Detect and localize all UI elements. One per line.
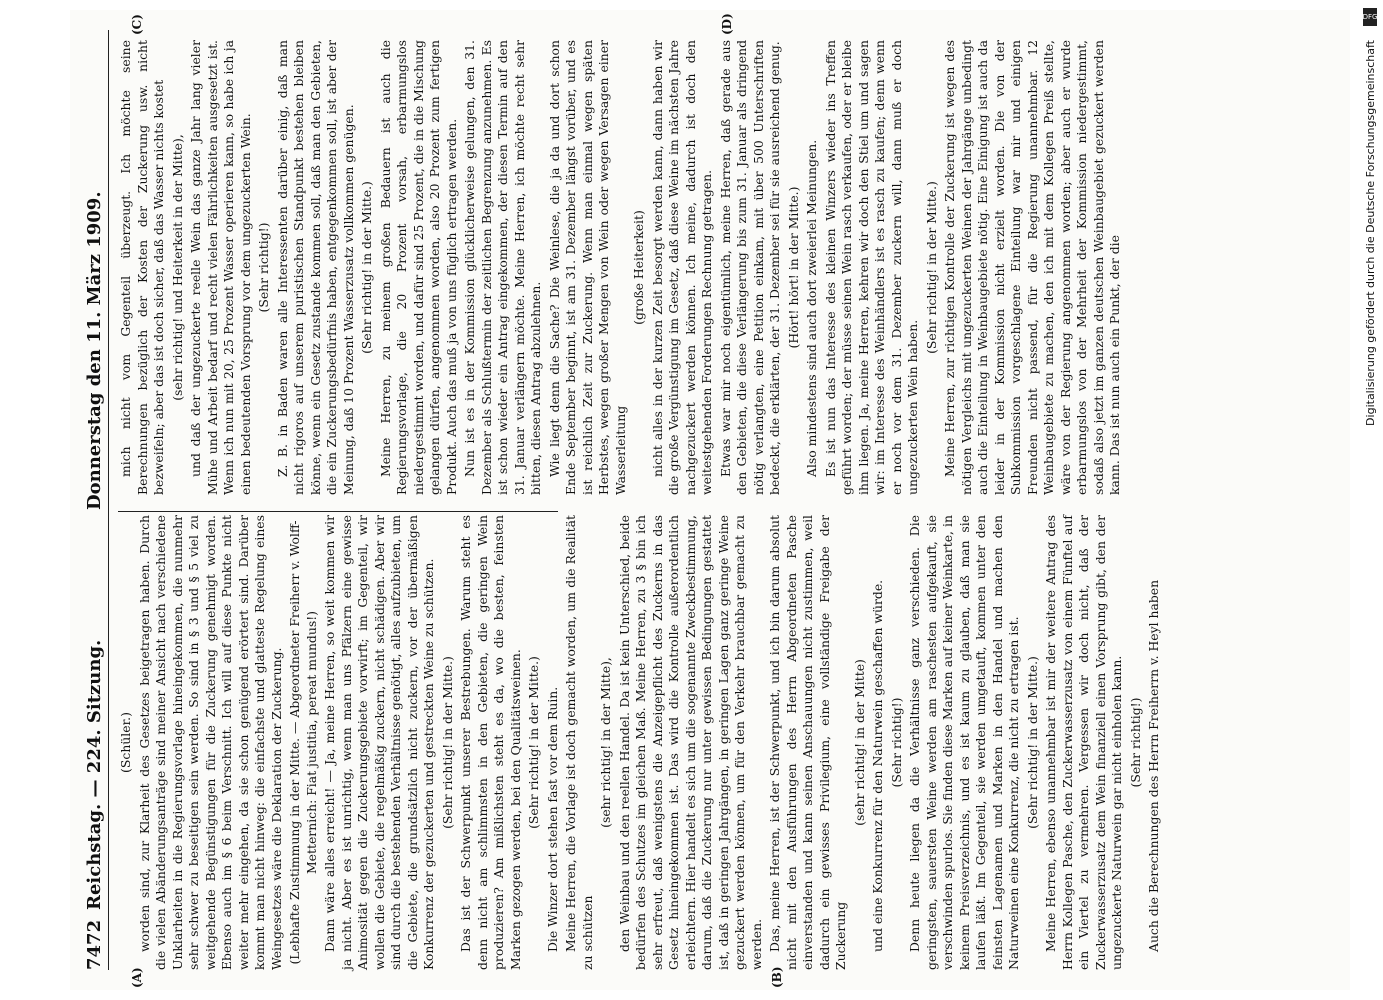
paragraph: Meine Herren, zu meinem großen Bedauern ist auch die Regierungsvorlage, die 20 Prozent vorsah, erbarmungslos niedergestimmt worden, und dafür sind 25 Prozent, die in die Mischung gelangen dürfen, angenommen worden, also 20 Prozent zum fertigen Produkt. Auch das muß ja von uns füglich ertragen werden.	[377, 40, 459, 495]
paragraph: Z. B. in Baden waren alle Interessenten darüber einig, daß man nicht rigoros auf unserem puristischen Standpunkt bestehen bleiben könne, wenn ein Gesetz zustande kommen soll, daß man den Gebieten, die ein Zuckerungsbedürfnis haben, entgegenkommen soll, ist aber der Meinung, daß 10 Prozent Wasserzusatz vollkommen genügen.	[274, 40, 356, 495]
margin-letter-c: (C)	[130, 14, 144, 35]
interjection: (sehr richtig! und Heiterkeit in der Mitte),	[169, 134, 185, 401]
paragraph: Die Winzer dort stehen fast vor dem Ruin.	[544, 686, 560, 952]
paragraph: Das, meine Herren, ist der Schwerpunkt, und ich bin darum absolut nicht mit den Ausführungen des Herrn Abgeordneten Pasche einverstanden und kann seinen Anschauungen nicht zustimmen, weil dadurch ein gewisses Privilegium, eine vollständige Freigabe der Zuckerung	[767, 515, 848, 970]
session-date: Donnerstag den 11. März 1909.	[84, 191, 105, 510]
paragraph: Wie liegt denn die Sache? Die Weinlese, die ja da und dort schon Ende September beginnt, ist am 31. Dezember längst vorüber, und es ist reichlich Zeit zur Zuckerung. Wenn man einmal wegen späten Herbstes, wegen großer Mengen von Wein oder wegen Versagen einer Wasserleitung	[546, 40, 628, 495]
interjection: (Sehr richtig! in der Mitte.)	[1024, 656, 1040, 829]
paragraph: Meine Herren, ebenso unannehmbar ist mir der weitere Antrag des Herrn Kollegen Pasche, den Zuckerwasserzusatz von einem Fünftel auf ein Viertel zu vermehren. Vergessen wir doch nicht, daß der Zuckerwasserzusatz dem Wein finanziell einen Vorsprung gibt, den der ungezuckerte Naturwein gar nicht einholen kann.	[1043, 515, 1124, 970]
paragraph: Das ist der Schwerpunkt unserer Bestrebungen. Warum steht es denn nicht am schlimmsten in den Gebieten, die geringen Wein produzieren? Am mißlichsten steht es da, wo die besten, feinsten Marken gezogen werden, bei den Qualitätsweinen.	[458, 515, 523, 970]
page-number: 7472	[84, 919, 105, 970]
paragraph: nicht alles in der kurzen Zeit besorgt werden kann, dann haben wir die große Vergünstigung im Gesetz, daß diese Weine im nächsten Jahre nachgezuckert werden können. Ich meine, dadurch ist doch den weitestgehenden Forderungen Rechnung getragen.	[649, 40, 714, 495]
scanned-page	[70, 10, 1350, 990]
interjection: (Sehr richtig! in der Mitte.)	[923, 181, 939, 354]
paragraph: und daß der ungezuckerte reelle Wein das ganze Jahr lang vieler Mühe und Arbeit bedarf und recht vielen Fährlichkeiten ausgesetzt ist. Wenn ich nun mit 20, 25 Prozent Wasser operieren kann, so habe ich ja einen bedeutenden Vorsprung vor dem ungezuckerten Wein.	[188, 40, 253, 495]
right-column	[118, 40, 1126, 495]
page	[70, 10, 1350, 990]
interjection: (Lebhafte Zustimmung in der Mitte. — Abgeordneter Freiherr v. Wolff-Metternich: Fiat justitia, pereat mundus!)	[287, 520, 319, 965]
session-title: Reichstag. — 224. Sitzung.	[84, 639, 105, 910]
paragraph: Es ist nun das Interesse des kleinen Winzers wieder ins Treffen geführt worden; der müsse seinen Wein rasch verkaufen, oder er bleibe ihm liegen. Ja, meine Herren, kehren wir doch den Stiel um und sagen wir: im Interesse des Weinhändlers ist es rasch zu kaufen; denn wenn er noch vor dem 31. Dezember zuckern will, dann muß er doch ungezuckerten Wein haben.	[822, 40, 920, 495]
left-column	[118, 515, 1165, 970]
interjection: (Sehr richtig!)	[256, 222, 271, 313]
column-divider	[118, 511, 558, 512]
margin-letter-b: (B)	[770, 966, 784, 988]
paragraph: und eine Konkurrenz für den Naturwein geschaffen würde.	[870, 579, 885, 952]
interjection: (Sehr richtig!)	[1127, 697, 1143, 788]
interjection: (Hört! hört! in der Mitte.)	[785, 186, 801, 349]
interjection: (große Heiterkeit)	[631, 210, 646, 325]
interjection: (Schüler.)	[118, 712, 133, 773]
paragraph: Denn heute liegen da die Verhältnisse ganz verschieden. Die geringsten, sauersten Weine werden am raschesten aufgekauft, sie verschwinden spurlos. Sie finden diese Marken auf keiner Weinkarte, in keinem Preisverzeichnis, und es ist kaum zu glauben, daß man sie laufen läßt. Im Gegenteil, sie werden umgetauft, kommen unter den feinsten Lagenamen und Marken in den Handel und machen den Naturweinen eine Konkurrenz, die nicht zu ertragen ist.	[907, 515, 1021, 970]
funding-note: Digitalisierung gefördert durch die Deutsche Forschungsgemeinschaft	[1364, 40, 1377, 426]
paragraph: Meine Herren, zur richtigen Kontrolle der Zuckerung ist wegen des nötigen Vergleichs mit ungezuckerten Weinen der Jahrgänge unbedingt auch die Einteilung in Weinbaugebiete nötig. Eine Einigung ist auch da leider in der Kommission nicht erzielt worden. Die von der Subkommission vorgeschlagene Einteilung war mir und einigen Freunden nicht passend, für die Regierung unannehmbar. 12 Weinbaugebiete zu machen, den ich mit dem Kollegen Preiß stellte, wäre von der Regierung angenommen worden; aber auch er wurde erbarmungslos von der Mehrheit der Kommission niedergestimmt, sodaß also jetzt im ganzen deutschen Weinbaugebiet gezuckert werden kann. Das ist nun auch ein Punkt, der die	[942, 40, 1122, 495]
paragraph: worden sind, zur Klarheit des Gesetzes beigetragen haben. Durch die vielen Abänderungsanträge sind meiner Ansicht nach verschiedene Unklarheiten in die Regierungsvorlage hineingekommen, die nunmehr sehr schwer zu beseitigen sein werden. So sind in § 3 und § 5 viel zu weitgehende Begünstigungen für die Zuckerung genehmigt worden. Ebenso auch im § 6 beim Verschnitt. Ich will auf diese Punkte nicht weiter mehr eingehen, da sie schon genügend erörtert sind. Darüber kommt man nicht hinweg: die einfachste und glatteste Regelung eines Weingesetzes wäre die Deklaration der Zuckerung.	[136, 515, 284, 970]
page-header	[78, 30, 109, 970]
interjection: (Sehr richtig!)	[888, 697, 904, 788]
paragraph: Also mindestens sind auch dort zweierlei Meinungen.	[804, 139, 819, 477]
paragraph: mich nicht vom Gegenteil überzeugt. Ich möchte seine Berechnungen bezüglich der Kosten der Zuckerung usw. nicht bezweifeln; aber das ist doch sicher, daß das Wasser nichts kostet	[118, 40, 166, 495]
margin-letter-a: (A)	[130, 967, 144, 988]
interjection: (Sehr richtig! in der Mitte.)	[526, 656, 541, 829]
margin-letter-d: (D)	[720, 13, 734, 35]
paragraph: Etwas war mir noch eigentümlich, meine Herren, daß gerade aus den Gebieten, die diese Verlängerung bis zum 31. Januar als dringend nötig verlangten, eine Petition einkam, mit über 500 Unterschriften bedeckt, die erklärten, der 31. Dezember sei für sie ausreichend genug.	[717, 40, 782, 495]
paragraph: Nun ist es in der Kommission glücklicherweise gelungen, den 31. Dezember als Schlußtermin der zeitlichen Begrenzung anzunehmen. Es ist schon wieder ein Antrag eingekommen, der diesen Termin auf den 31. Januar verlängern möchte. Meine Herren, ich möchte recht sehr bitten, diesen Antrag abzulehnen.	[462, 40, 543, 495]
interjection: (Sehr richtig! in der Mitte.)	[439, 656, 455, 829]
interjection: (Sehr richtig! in der Mitte.)	[359, 181, 374, 354]
paragraph: Meine Herren, die Vorlage ist doch gemacht worden, um die Realität zu schützen	[563, 515, 595, 970]
rotated-content	[70, 10, 1350, 990]
paragraph: Auch die Berechnungen des Herrn Freiherrn v. Heyl haben	[1146, 579, 1161, 952]
dfg-logo: DFG	[1363, 8, 1377, 26]
paragraph: den Weinbau und den reellen Handel. Da ist kein Unterschied, beide bedürfen des Schutzes im gleichen Maß. Meine Herren, zu 3 § bin ich sehr erfreut, daß wenigstens die Anzeigepflicht des Zuckerns in das Gesetz hineingekommen ist. Das wird die Kontrolle außerordentlich erleichtern. Hier handelt es sich um die sogenannte Zweckbestimmung, darum, daß die Zuckerung nur unter gewissen Bedingungen gestattet ist, daß in geringen Jahrgängen, in geringen Lagen ganz geringe Weine gezuckert werden können, um für den Verkehr brauchbar gemacht zu werden.	[616, 515, 764, 970]
interjection: (sehr richtig! in der Mitte)	[851, 659, 867, 826]
interjection: (sehr richtig! in der Mitte),	[598, 657, 613, 828]
paragraph: Dann wäre alles erreicht! — Ja, meine Herren, so weit kommen wir ja nicht. Aber es ist unrichtig, wenn man uns Pfälzern eine gewisse Animosität gegen die Zuckerungsgebiete vorwirft; im Gegenteil, wir wollen die Gebiete, die regelmäßig zuckern, nicht schädigen. Aber wir sind durch die bestehenden Verhältnisse genötigt, alles aufzubieten, um die Gebiete, die grundsätzlich nicht zuckern, vor der übermäßigen Konkurrenz der gezuckerten und gestreckten Weine zu schützen.	[322, 515, 436, 970]
